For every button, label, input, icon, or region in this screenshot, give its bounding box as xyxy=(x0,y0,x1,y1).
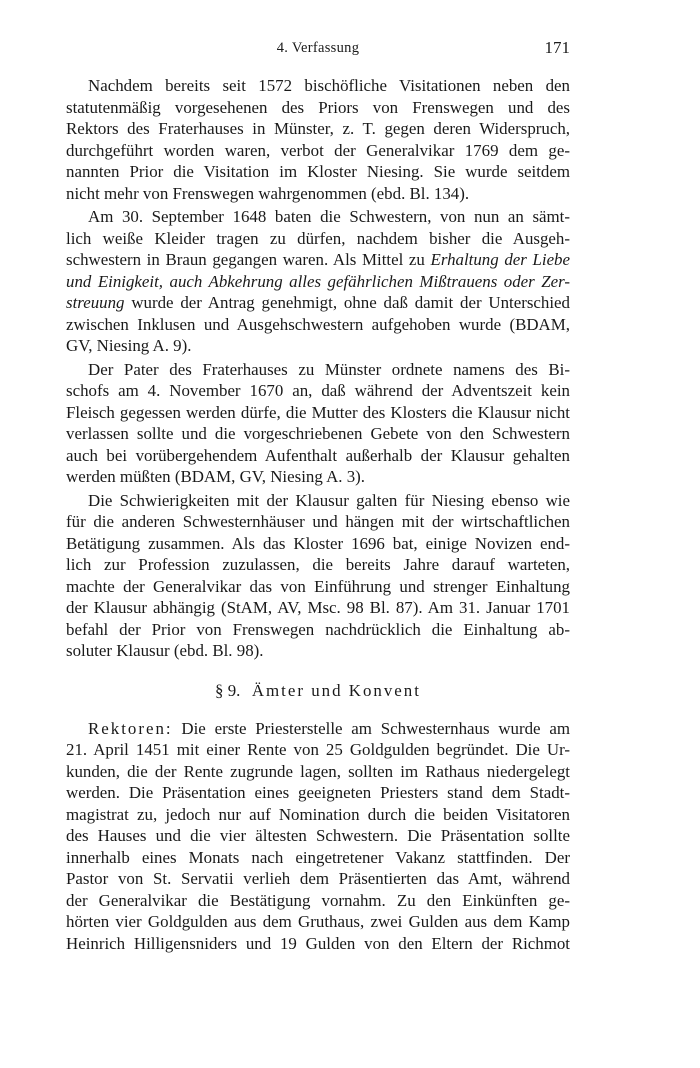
section-symbol: § 9. xyxy=(215,680,241,700)
paragraph-line: soluter Klausur (ebd. Bl. 98). xyxy=(66,641,264,660)
text-run: schwestern in Braun gegangen waren. Als Mittel zu xyxy=(66,250,425,269)
text-run: wurde der Antrag genehmigt, ohne daß damit der Unterschied xyxy=(131,293,570,312)
paragraph-line: GV, Niesing A. 9). xyxy=(66,336,192,355)
paragraph-line: werden. Die Präsentation eines geeigneten Priesters stand dem Stadt- xyxy=(66,783,570,802)
paragraph-line xyxy=(66,249,570,271)
paragraph-line: Die Schwierigkeiten mit der Klausur galten für Niesing ebenso wie xyxy=(88,490,570,510)
page-number: 171 xyxy=(544,38,570,57)
paragraph-line: des Hauses und die vier ältesten Schwestern. Die Präsentation sollte xyxy=(66,826,570,845)
paragraph-line: lich weiße Kleider tragen zu dürfen, nachdem bisher die Ausgeh- xyxy=(66,228,570,248)
paragraph-line: magistrat zu, jedoch nur auf Nomination durch die beiden Visitatoren xyxy=(66,804,570,824)
paragraph-line: der Generalvikar die Bestätigung vornahm. Zu den Einkünften ge- xyxy=(66,890,570,910)
section-heading xyxy=(66,680,570,702)
paragraph-line: schofs am 4. November 1670 an, daß während der Adventszeit kein xyxy=(66,381,570,400)
italic-quote: Erhaltung der Liebe xyxy=(430,250,571,269)
paragraph-line: lich zur Profession zuzulassen, die bereits Jahre darauf warteten, xyxy=(66,555,570,574)
paragraph-line: Heinrich Hilligensniders und 19 Gulden von den Eltern der Richmot xyxy=(66,933,570,953)
paragraph-line: werden müßten (BDAM, GV, Niesing A. 3). xyxy=(66,467,365,486)
running-title: 4. Verfassung xyxy=(276,40,360,56)
paragraph-line: innerhalb eines Monats nach eingetretener Vakanz stattfinden. Der xyxy=(66,847,570,867)
paragraph-line: hörten vier Goldgulden aus dem Gruthaus, zwei Gulden aus dem Kamp xyxy=(66,912,570,931)
paragraph-line: der Klausur abhängig (StAM, AV, Msc. 98 Bl. 87). Am 31. Januar 1701 xyxy=(66,598,570,617)
paragraph-line: zwischen Inklusen und Ausgehschwestern aufgehoben wurde (BDAM, xyxy=(66,314,570,334)
paragraph-line: statutenmäßig vorgesehenen des Priors von Frenswegen und des xyxy=(66,97,570,117)
paragraph-line xyxy=(66,271,570,293)
paragraph-line: machte der Generalvikar das von Einführung und strenger Einhaltung xyxy=(66,576,570,596)
paragraph-line: Der Pater des Fraterhauses zu Münster ordnete namens des Bi- xyxy=(88,359,570,379)
paragraph-line: Rektors des Fraterhauses in Münster, z. T. gegen deren Widerspruch, xyxy=(66,119,570,138)
paragraph-line: durchgeführt worden waren, verbot der Generalvikar 1769 dem ge- xyxy=(66,140,570,160)
paragraph-line: Am 30. September 1648 baten die Schwestern, von nun an sämt- xyxy=(88,207,570,226)
page-header xyxy=(66,38,570,62)
paragraph-line: nicht mehr von Frenswegen wahrgenommen (ebd. Bl. 134). xyxy=(66,183,470,203)
paragraph-line: befahl der Prior von Frenswegen nachdrücklich die Einhaltung ab- xyxy=(66,619,570,639)
text-run: Die erste Priesterstelle am Schwesternhaus wurde am xyxy=(181,718,570,738)
italic-quote: und Einigkeit, auch Abkehrung alles gefährlichen Mißtrauens oder Zer- xyxy=(66,271,570,291)
paragraph-line: Nachdem bereits seit 1572 bischöfliche Visitationen neben den xyxy=(88,76,570,95)
italic-quote: streuung xyxy=(66,293,125,312)
spaced-lead: Rektoren: xyxy=(88,718,173,738)
paragraph-line: Fleisch gegessen werden dürfe, die Mutter des Klosters die Klausur nicht xyxy=(66,402,570,422)
paragraph-line: verlassen sollte und die vorgeschriebenen Gebete von den Schwestern xyxy=(66,424,570,443)
body-text xyxy=(66,75,570,954)
section-title: Ämter und Konvent xyxy=(251,680,421,700)
paragraph-line xyxy=(66,292,570,314)
paragraph-line xyxy=(66,718,570,740)
paragraph-line: kunden, die der Rente zugrunde lagen, sollten im Rathaus niedergelegt xyxy=(66,761,570,781)
paragraph-line: nannten Prior die Visitation im Kloster Niesing. Sie wurde seitdem xyxy=(66,162,570,181)
paragraph-line: Pastor von St. Servatii verlieh dem Präsentierten das Amt, während xyxy=(66,869,570,888)
paragraph-line: für die anderen Schwesternhäuser und hängen mit der wirtschaftlichen xyxy=(66,512,570,531)
paragraph-line: 21. April 1451 mit einer Rente von 25 Goldgulden begründet. Die Ur- xyxy=(66,740,570,759)
paragraph-line: auch bei vorübergehendem Aufenthalt außerhalb der Klausur gehalten xyxy=(66,445,570,465)
paragraph-line: Betätigung zusammen. Als das Kloster 1696 bat, einige Novizen end- xyxy=(66,533,570,553)
